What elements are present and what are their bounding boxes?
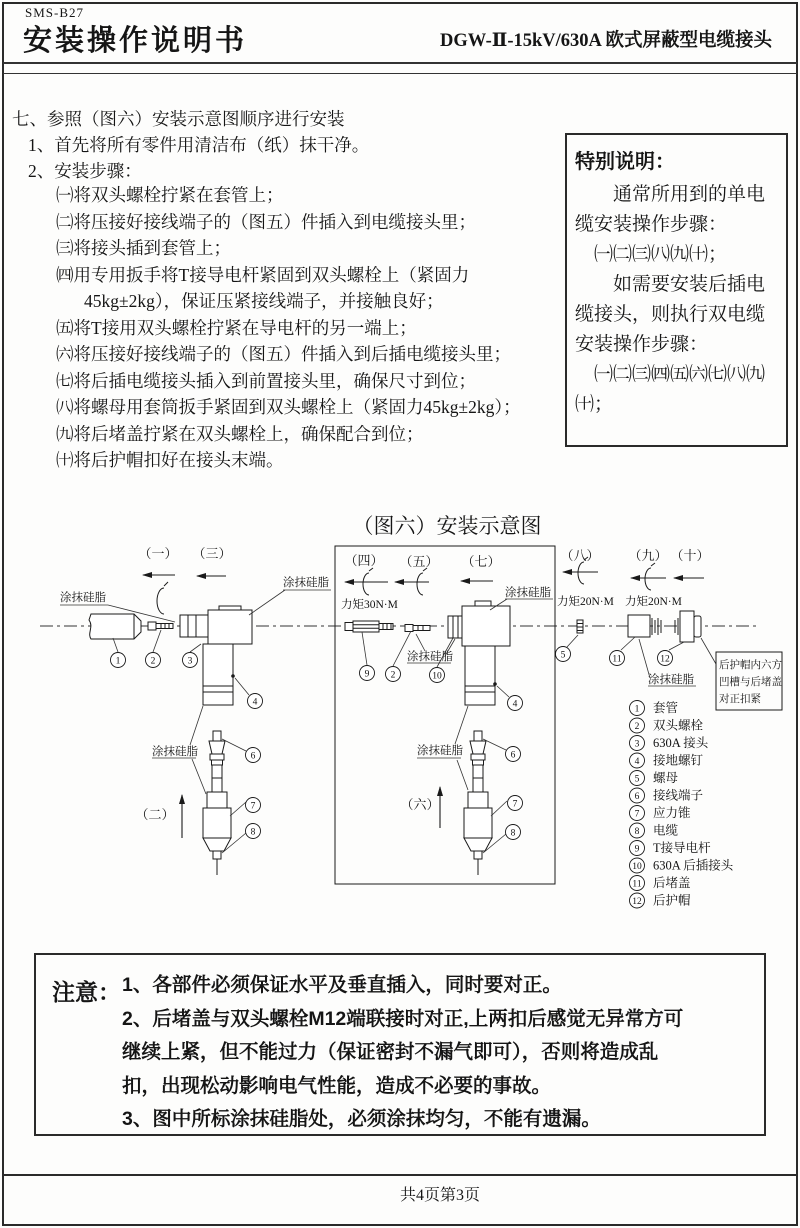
svg-text:7: 7	[250, 801, 256, 812]
torque-label-20: 力矩20N·M	[625, 596, 682, 608]
svg-text:后护帽内六方: 后护帽内六方	[719, 660, 782, 671]
special-note-text: 通常所用到的单电缆安装操作步骤：	[575, 184, 766, 235]
svg-text:2: 2	[634, 722, 640, 732]
svg-text:接线端子: 接线端子	[653, 788, 704, 803]
step-label-5: （五）	[399, 554, 439, 569]
figure-title: （图六）安装示意图	[352, 514, 542, 538]
callout-7	[230, 798, 261, 817]
notice-line: 3、图中所标涂抹硅脂处，必须涂抹均匀，不能有遗漏。	[122, 1108, 601, 1130]
rear-cap-part	[675, 611, 701, 642]
notice-lines	[122, 969, 754, 1137]
parts-list-item	[630, 875, 691, 891]
svg-text:5: 5	[634, 774, 640, 785]
svg-text:9: 9	[364, 669, 370, 680]
parts-list-item	[630, 770, 679, 786]
svg-text:接地螺钉: 接地螺钉	[653, 753, 704, 768]
svg-text:涂抹硅脂: 涂抹硅脂	[60, 592, 106, 604]
step-label-1: （一）	[138, 546, 178, 561]
special-note-steps: ㈠㈡㈢㈧㈨㈩；	[594, 244, 728, 265]
svg-text:10: 10	[432, 671, 442, 682]
svg-text:6: 6	[634, 792, 640, 802]
rotation-symbol-icon	[157, 582, 168, 614]
svg-text:涂抹硅脂: 涂抹硅脂	[648, 674, 694, 686]
rotation-symbol-icon	[645, 563, 655, 590]
svg-text:3: 3	[187, 656, 193, 667]
svg-text:涂抹硅脂: 涂抹硅脂	[283, 577, 329, 589]
special-note-title: 特别说明：	[575, 151, 675, 173]
svg-text:对正扣紧: 对正扣紧	[719, 694, 761, 705]
step-1: 1、首先将所有零件用清洁布（纸）抹干净。	[28, 135, 370, 155]
parts-list-item	[630, 753, 704, 769]
svg-text:8: 8	[510, 828, 516, 839]
product-title: DGW-Ⅱ-15kV/630A 欧式屏蔽型电缆接头	[440, 31, 772, 51]
torque-label-30: 力矩30N·M	[341, 599, 398, 611]
notice-box	[34, 953, 766, 1136]
notice-line: 2、后堵盖与双头螺栓M12端联接时对正,上两扣后感觉无异常方可	[122, 1007, 684, 1030]
step-label-3: （三）	[192, 546, 232, 561]
notice-line: 1、各部件必须保证水平及垂直插入，同时要对正。	[122, 974, 562, 996]
callout-4	[235, 678, 263, 709]
parts-list-item	[630, 718, 704, 734]
footer-divider	[3, 1174, 797, 1176]
svg-text:双头螺栓: 双头螺栓	[653, 718, 704, 733]
substep: ㈤将T接用双头螺栓拧紧在导电杆的另一端上；	[56, 317, 417, 338]
step-label-7: （七）	[461, 554, 501, 569]
svg-text:涂抹硅脂: 涂抹硅脂	[417, 745, 463, 757]
notice-label: 注意：	[52, 979, 121, 1005]
callout-11	[610, 637, 636, 666]
page-number: 共4页第3页	[399, 1187, 480, 1204]
substep: ㈧将螺母用套筒扳手紧固到双头螺栓上（紧固力45kg±2kg）；	[56, 397, 521, 417]
doc-code: SMS-B27	[25, 5, 85, 20]
svg-text:T接导电杆: T接导电杆	[653, 841, 711, 855]
svg-text:4: 4	[634, 757, 640, 767]
header-divider-2	[3, 73, 797, 74]
ground-screw-dot	[493, 682, 497, 686]
parts-list-item	[630, 840, 712, 856]
callout-12	[658, 642, 685, 666]
grease-label	[417, 706, 468, 790]
nut-part	[577, 620, 583, 633]
svg-text:2: 2	[150, 656, 156, 667]
step-label-6: （六）	[400, 797, 440, 812]
step-label-9: （九）	[628, 548, 668, 563]
substep: ㈣用专用扳手将T接导电杆紧固到双头螺栓上（紧固力45kg±2kg），保证压紧接线端子，并接触良好；	[56, 264, 470, 311]
step-label-8: （八）	[560, 548, 600, 563]
parts-list-item	[630, 805, 692, 821]
substep: ㈢将接头插到套管上；	[56, 238, 231, 258]
svg-text:7: 7	[512, 799, 518, 810]
substep: ㈠将双头螺栓拧紧在套管上；	[56, 185, 284, 205]
svg-text:后护帽: 后护帽	[653, 893, 691, 908]
parts-list-item	[630, 823, 679, 839]
svg-text:应力锥: 应力锥	[653, 806, 691, 820]
step-label-4: （四）	[344, 553, 384, 568]
cap-alignment-note	[701, 638, 782, 710]
svg-text:涂抹硅脂: 涂抹硅脂	[505, 587, 551, 599]
step-label-10: （十）	[670, 548, 710, 563]
rear-plug-part	[628, 615, 661, 637]
svg-text:1: 1	[115, 656, 121, 667]
grease-label	[249, 575, 331, 615]
substep: ㈦将后插电缆接头插入到前置接头里，确保尺寸到位；	[56, 370, 476, 391]
step-2: 2、安装步骤：	[28, 161, 142, 181]
notice-line: 扣，出现松动影响电气性能，造成不必要的事故。	[122, 1074, 552, 1097]
header-divider	[3, 62, 797, 64]
svg-text:后堵盖: 后堵盖	[653, 876, 691, 890]
section-title: 七、参照（图六）安装示意图顺序进行安装	[12, 109, 345, 129]
svg-text:11: 11	[632, 879, 642, 890]
svg-text:11: 11	[612, 654, 622, 665]
svg-text:5: 5	[560, 650, 566, 661]
svg-text:7: 7	[634, 809, 640, 820]
svg-text:电缆: 电缆	[653, 823, 679, 838]
substep: ㈩将后护帽扣好在接头末端。	[56, 450, 284, 470]
svg-text:8: 8	[634, 827, 640, 837]
page-title: 安装操作说明书	[23, 25, 248, 57]
svg-text:630A 后插接头: 630A 后插接头	[653, 858, 734, 873]
notice-line: 继续上紧，但不能过力（保证密封不漏气即可），否则将造成乱	[122, 1041, 659, 1063]
parts-list-item	[630, 788, 704, 804]
parts-list-item	[630, 735, 709, 751]
svg-text:6: 6	[510, 750, 516, 761]
middle-assembly	[345, 601, 510, 875]
svg-text:6: 6	[250, 751, 256, 762]
callout-6	[483, 739, 521, 762]
svg-text:630A 接头: 630A 接头	[653, 736, 709, 750]
special-note-steps: ㈠㈡㈢㈣㈤㈥㈦㈧㈨㈩；	[575, 364, 766, 415]
ground-screw-dot	[231, 674, 235, 678]
svg-text:2: 2	[390, 670, 396, 681]
substep-list	[56, 182, 534, 474]
callout-4	[497, 686, 523, 711]
svg-text:套管: 套管	[653, 701, 679, 715]
installation-diagram	[25, 538, 795, 953]
svg-text:10: 10	[632, 862, 642, 872]
svg-text:涂抹硅脂: 涂抹硅脂	[407, 651, 453, 663]
svg-text:12: 12	[660, 654, 670, 665]
svg-text:螺母: 螺母	[653, 771, 679, 785]
parts-list-item	[630, 700, 679, 716]
substep: ㈡将压接好接线端子的（图五）件插入到电缆接头里；	[56, 211, 476, 232]
callout-9	[360, 632, 375, 681]
torque-label-20: 力矩20N·M	[557, 596, 614, 608]
parts-list-item	[630, 893, 691, 909]
callout-2	[146, 630, 162, 668]
step-label-2: （二）	[135, 807, 175, 822]
parts-list	[630, 700, 734, 908]
svg-text:8: 8	[250, 827, 256, 838]
parts-list-item	[630, 858, 734, 874]
svg-text:涂抹硅脂: 涂抹硅脂	[152, 746, 198, 758]
svg-text:4: 4	[512, 699, 518, 710]
svg-text:1: 1	[634, 704, 640, 715]
svg-text:3: 3	[634, 739, 640, 750]
callout-7	[491, 796, 523, 817]
callout-1	[111, 638, 126, 668]
grease-label	[152, 706, 206, 794]
left-assembly	[89, 606, 252, 875]
svg-text:4: 4	[252, 697, 258, 708]
substep: ㈥将压接好接线端子的（图五）件插入到后插电缆接头里；	[56, 344, 511, 364]
special-note-text: 如需要安装后插电缆接头，则执行双电缆安装操作步骤：	[575, 274, 766, 355]
special-note-box	[565, 133, 788, 447]
callout-3	[183, 644, 202, 668]
svg-text:凹槽与后堵盖: 凹槽与后堵盖	[719, 677, 782, 688]
callout-5	[556, 635, 579, 662]
svg-text:9: 9	[634, 844, 640, 855]
callout-6	[222, 739, 261, 763]
substep: ㈨将后堵盖拧紧在双头螺栓上，确保配合到位；	[56, 423, 424, 444]
svg-text:12: 12	[632, 897, 642, 907]
